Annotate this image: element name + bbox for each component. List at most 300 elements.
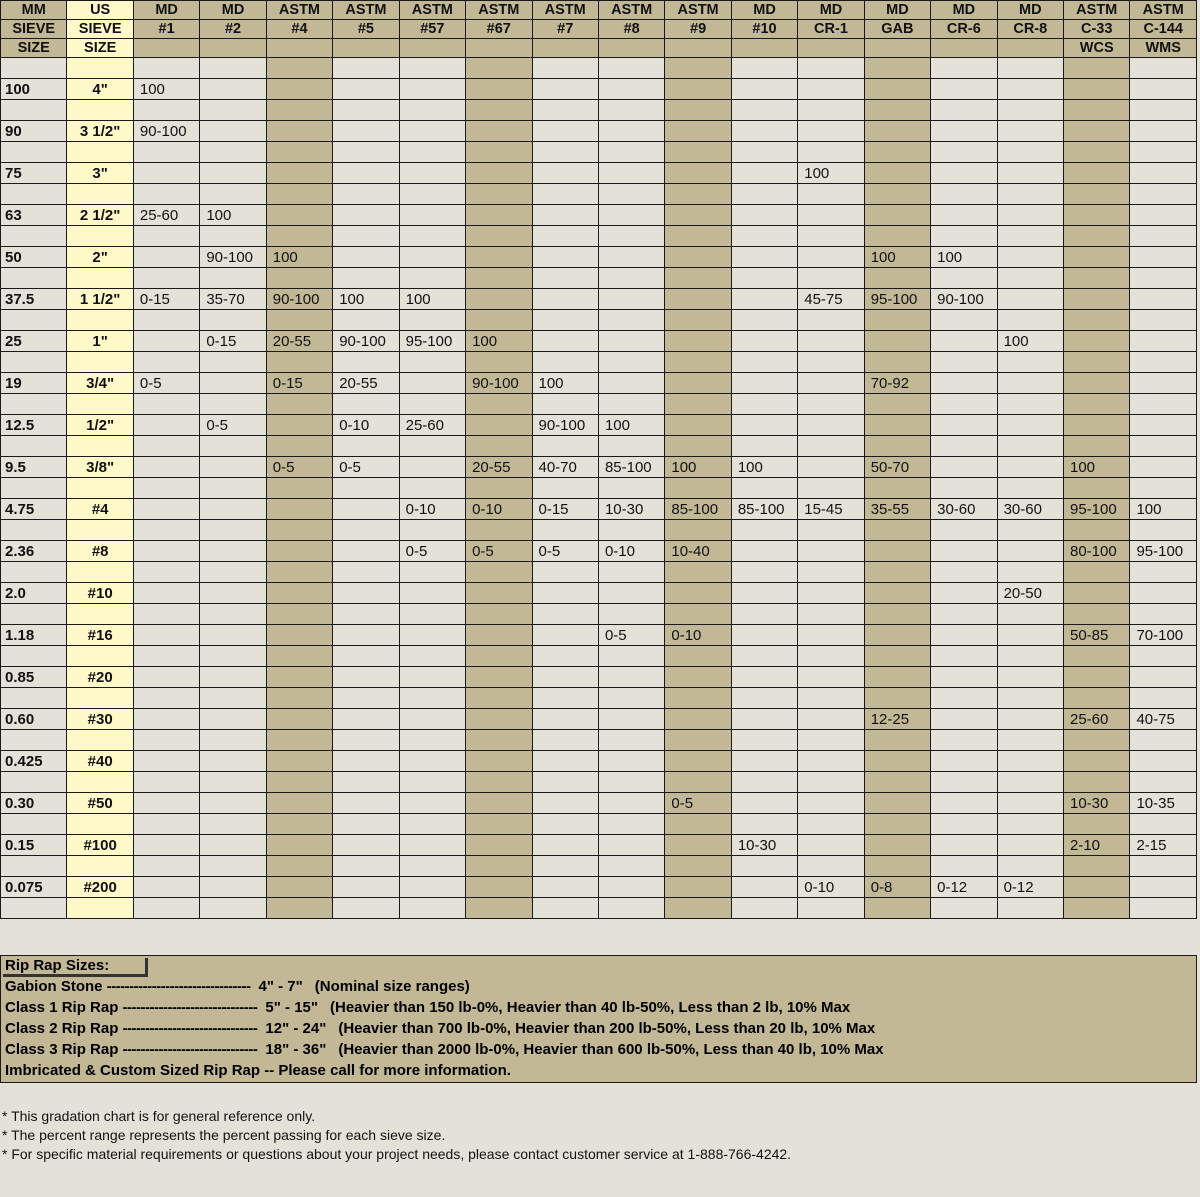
empty-cell bbox=[665, 688, 731, 709]
header-cell: ASTM bbox=[598, 1, 664, 20]
table-row bbox=[1, 583, 1197, 604]
percent-passing-cell bbox=[133, 667, 199, 688]
empty-cell bbox=[997, 856, 1063, 877]
percent-passing-cell: 25-60 bbox=[133, 205, 199, 226]
empty-cell bbox=[399, 772, 465, 793]
rip-rap-dash-leader: ------------------------------ bbox=[122, 1041, 258, 1058]
percent-passing-cell bbox=[466, 247, 532, 268]
empty-cell bbox=[200, 310, 266, 331]
percent-passing-cell: 0-15 bbox=[133, 289, 199, 310]
empty-cell bbox=[133, 352, 199, 373]
header-cell bbox=[931, 39, 997, 58]
empty-cell bbox=[200, 142, 266, 163]
percent-passing-cell: 25-60 bbox=[399, 415, 465, 436]
percent-passing-cell bbox=[200, 793, 266, 814]
spacer-row bbox=[1, 898, 1197, 919]
empty-cell bbox=[133, 520, 199, 541]
header-cell: SIZE bbox=[67, 39, 133, 58]
empty-cell bbox=[133, 100, 199, 121]
empty-cell bbox=[731, 478, 797, 499]
percent-passing-cell bbox=[133, 625, 199, 646]
empty-cell bbox=[67, 226, 133, 247]
empty-cell bbox=[997, 436, 1063, 457]
percent-passing-cell: 100 bbox=[333, 289, 399, 310]
empty-cell bbox=[266, 604, 332, 625]
spacer-row bbox=[1, 100, 1197, 121]
percent-passing-cell bbox=[133, 835, 199, 856]
empty-cell bbox=[798, 436, 864, 457]
percent-passing-cell bbox=[1064, 877, 1130, 898]
percent-passing-cell bbox=[598, 793, 664, 814]
percent-passing-cell bbox=[532, 583, 598, 604]
table-row bbox=[1, 373, 1197, 394]
percent-passing-cell bbox=[266, 121, 332, 142]
empty-cell bbox=[731, 58, 797, 79]
percent-passing-cell: 100 bbox=[266, 247, 332, 268]
empty-cell bbox=[133, 58, 199, 79]
us-sieve-size: 2 1/2" bbox=[67, 205, 133, 226]
header-cell: US bbox=[67, 1, 133, 20]
empty-cell bbox=[67, 100, 133, 121]
empty-cell bbox=[731, 352, 797, 373]
empty-cell bbox=[665, 520, 731, 541]
empty-cell bbox=[1064, 520, 1130, 541]
percent-passing-cell bbox=[798, 793, 864, 814]
percent-passing-cell: 20-55 bbox=[466, 457, 532, 478]
header-cell: ASTM bbox=[1064, 1, 1130, 20]
rip-rap-dash-leader: -------------------------------- bbox=[106, 978, 251, 995]
empty-cell bbox=[399, 310, 465, 331]
percent-passing-cell bbox=[864, 415, 930, 436]
header-cell bbox=[864, 39, 930, 58]
percent-passing-cell: 35-55 bbox=[864, 499, 930, 520]
percent-passing-cell bbox=[931, 541, 997, 562]
percent-passing-cell bbox=[864, 625, 930, 646]
empty-cell bbox=[266, 856, 332, 877]
percent-passing-cell bbox=[532, 331, 598, 352]
empty-cell bbox=[200, 688, 266, 709]
percent-passing-cell: 0-5 bbox=[200, 415, 266, 436]
header-cell: #67 bbox=[466, 20, 532, 39]
empty-cell bbox=[598, 478, 664, 499]
mm-sieve-size: 0.15 bbox=[1, 835, 67, 856]
empty-cell bbox=[1064, 898, 1130, 919]
percent-passing-cell bbox=[864, 667, 930, 688]
percent-passing-cell bbox=[665, 373, 731, 394]
empty-cell bbox=[399, 856, 465, 877]
percent-passing-cell bbox=[466, 415, 532, 436]
empty-cell bbox=[731, 856, 797, 877]
empty-cell bbox=[67, 478, 133, 499]
table-row bbox=[1, 121, 1197, 142]
empty-cell bbox=[67, 562, 133, 583]
header-cell bbox=[798, 39, 864, 58]
header-cell: MD bbox=[200, 1, 266, 20]
empty-cell bbox=[67, 898, 133, 919]
empty-cell bbox=[864, 310, 930, 331]
percent-passing-cell bbox=[598, 331, 664, 352]
empty-cell bbox=[1, 436, 67, 457]
percent-passing-cell bbox=[598, 835, 664, 856]
table-row bbox=[1, 667, 1197, 688]
spacer-row bbox=[1, 352, 1197, 373]
table-row bbox=[1, 247, 1197, 268]
empty-cell bbox=[1130, 352, 1197, 373]
percent-passing-cell bbox=[532, 79, 598, 100]
header-cell: ASTM bbox=[466, 1, 532, 20]
percent-passing-cell bbox=[997, 289, 1063, 310]
header-cell: ASTM bbox=[266, 1, 332, 20]
empty-cell bbox=[598, 562, 664, 583]
empty-cell bbox=[1, 646, 67, 667]
spacer-row bbox=[1, 436, 1197, 457]
percent-passing-cell bbox=[1130, 121, 1197, 142]
spacer-row bbox=[1, 394, 1197, 415]
percent-passing-cell bbox=[665, 583, 731, 604]
empty-cell bbox=[1, 478, 67, 499]
percent-passing-cell bbox=[931, 835, 997, 856]
percent-passing-cell bbox=[399, 205, 465, 226]
empty-cell bbox=[1, 352, 67, 373]
percent-passing-cell bbox=[798, 625, 864, 646]
empty-cell bbox=[466, 268, 532, 289]
percent-passing-cell bbox=[200, 457, 266, 478]
percent-passing-cell bbox=[1064, 415, 1130, 436]
rip-rap-class-name: Class 2 Rip Rap bbox=[5, 1020, 123, 1037]
percent-passing-cell bbox=[731, 583, 797, 604]
empty-cell bbox=[997, 268, 1063, 289]
empty-cell bbox=[200, 814, 266, 835]
percent-passing-cell bbox=[200, 373, 266, 394]
empty-cell bbox=[798, 478, 864, 499]
percent-passing-cell bbox=[532, 709, 598, 730]
percent-passing-cell bbox=[798, 331, 864, 352]
us-sieve-size: #16 bbox=[67, 625, 133, 646]
empty-cell bbox=[1130, 184, 1197, 205]
percent-passing-cell bbox=[1130, 373, 1197, 394]
empty-cell bbox=[864, 394, 930, 415]
empty-cell bbox=[1064, 856, 1130, 877]
spacer-row bbox=[1, 688, 1197, 709]
empty-cell bbox=[1130, 688, 1197, 709]
percent-passing-cell bbox=[266, 499, 332, 520]
percent-passing-cell bbox=[598, 289, 664, 310]
percent-passing-cell bbox=[466, 205, 532, 226]
empty-cell bbox=[1, 688, 67, 709]
percent-passing-cell: 20-50 bbox=[997, 583, 1063, 604]
empty-cell bbox=[133, 898, 199, 919]
percent-passing-cell bbox=[931, 793, 997, 814]
us-sieve-size: 3/4" bbox=[67, 373, 133, 394]
percent-passing-cell: 0-10 bbox=[466, 499, 532, 520]
percent-passing-cell bbox=[665, 877, 731, 898]
empty-cell bbox=[798, 562, 864, 583]
empty-cell bbox=[1, 100, 67, 121]
percent-passing-cell bbox=[598, 667, 664, 688]
percent-passing-cell: 100 bbox=[665, 457, 731, 478]
percent-passing-cell bbox=[731, 121, 797, 142]
percent-passing-cell bbox=[598, 373, 664, 394]
percent-passing-cell bbox=[532, 247, 598, 268]
empty-cell bbox=[133, 730, 199, 751]
empty-cell bbox=[598, 646, 664, 667]
percent-passing-cell bbox=[798, 121, 864, 142]
percent-passing-cell bbox=[532, 751, 598, 772]
empty-cell bbox=[67, 646, 133, 667]
percent-passing-cell: 85-100 bbox=[665, 499, 731, 520]
percent-passing-cell bbox=[532, 835, 598, 856]
empty-cell bbox=[133, 142, 199, 163]
percent-passing-cell bbox=[864, 835, 930, 856]
us-sieve-size: #8 bbox=[67, 541, 133, 562]
percent-passing-cell: 90-100 bbox=[266, 289, 332, 310]
percent-passing-cell: 100 bbox=[466, 331, 532, 352]
empty-cell bbox=[1, 772, 67, 793]
empty-cell bbox=[798, 268, 864, 289]
percent-passing-cell: 0-15 bbox=[266, 373, 332, 394]
empty-cell bbox=[798, 184, 864, 205]
header-cell bbox=[665, 39, 731, 58]
table-row bbox=[1, 793, 1197, 814]
empty-cell bbox=[997, 520, 1063, 541]
percent-passing-cell bbox=[997, 247, 1063, 268]
percent-passing-cell bbox=[266, 625, 332, 646]
empty-cell bbox=[997, 730, 1063, 751]
percent-passing-cell bbox=[864, 163, 930, 184]
percent-passing-cell bbox=[200, 163, 266, 184]
empty-cell bbox=[133, 646, 199, 667]
empty-cell bbox=[931, 646, 997, 667]
empty-cell bbox=[399, 688, 465, 709]
percent-passing-cell bbox=[731, 541, 797, 562]
percent-passing-cell: 25-60 bbox=[1064, 709, 1130, 730]
empty-cell bbox=[1130, 730, 1197, 751]
empty-cell bbox=[798, 226, 864, 247]
percent-passing-cell bbox=[665, 415, 731, 436]
percent-passing-cell bbox=[731, 793, 797, 814]
rip-rap-footer: Imbricated & Custom Sized Rip Rap -- Please call for more information. bbox=[5, 1062, 511, 1079]
empty-cell bbox=[466, 520, 532, 541]
empty-cell bbox=[133, 478, 199, 499]
percent-passing-cell: 90-100 bbox=[333, 331, 399, 352]
percent-passing-cell: 0-5 bbox=[466, 541, 532, 562]
rip-rap-class-name: Class 1 Rip Rap bbox=[5, 999, 123, 1016]
empty-cell bbox=[67, 142, 133, 163]
empty-cell bbox=[997, 562, 1063, 583]
empty-cell bbox=[1, 58, 67, 79]
percent-passing-cell bbox=[931, 625, 997, 646]
empty-cell bbox=[1130, 646, 1197, 667]
empty-cell bbox=[931, 436, 997, 457]
mm-sieve-size: 100 bbox=[1, 79, 67, 100]
percent-passing-cell bbox=[1064, 289, 1130, 310]
empty-cell bbox=[67, 58, 133, 79]
percent-passing-cell bbox=[333, 709, 399, 730]
empty-cell bbox=[1, 310, 67, 331]
percent-passing-cell bbox=[133, 247, 199, 268]
empty-cell bbox=[333, 184, 399, 205]
percent-passing-cell bbox=[798, 835, 864, 856]
percent-passing-cell: 0-5 bbox=[266, 457, 332, 478]
percent-passing-cell bbox=[399, 583, 465, 604]
empty-cell bbox=[931, 394, 997, 415]
percent-passing-cell bbox=[333, 583, 399, 604]
percent-passing-cell bbox=[931, 121, 997, 142]
percent-passing-cell bbox=[997, 79, 1063, 100]
percent-passing-cell bbox=[532, 163, 598, 184]
percent-passing-cell bbox=[466, 877, 532, 898]
percent-passing-cell bbox=[731, 877, 797, 898]
percent-passing-cell: 90-100 bbox=[133, 121, 199, 142]
empty-cell bbox=[864, 898, 930, 919]
empty-cell bbox=[266, 184, 332, 205]
header-row bbox=[1, 1, 1197, 20]
empty-cell bbox=[1, 226, 67, 247]
percent-passing-cell bbox=[598, 205, 664, 226]
empty-cell bbox=[67, 604, 133, 625]
empty-cell bbox=[1064, 436, 1130, 457]
empty-cell bbox=[598, 310, 664, 331]
empty-cell bbox=[1, 184, 67, 205]
empty-cell bbox=[864, 226, 930, 247]
empty-cell bbox=[598, 268, 664, 289]
percent-passing-cell bbox=[466, 289, 532, 310]
empty-cell bbox=[266, 58, 332, 79]
percent-passing-cell bbox=[731, 163, 797, 184]
header-cell bbox=[997, 39, 1063, 58]
percent-passing-cell: 0-10 bbox=[798, 877, 864, 898]
us-sieve-size: 3" bbox=[67, 163, 133, 184]
spacer-row bbox=[1, 520, 1197, 541]
empty-cell bbox=[200, 268, 266, 289]
percent-passing-cell bbox=[864, 793, 930, 814]
empty-cell bbox=[1, 520, 67, 541]
empty-cell bbox=[133, 688, 199, 709]
empty-cell bbox=[864, 688, 930, 709]
percent-passing-cell: 100 bbox=[399, 289, 465, 310]
empty-cell bbox=[997, 58, 1063, 79]
header-cell: WMS bbox=[1130, 39, 1197, 58]
empty-cell bbox=[997, 898, 1063, 919]
percent-passing-cell bbox=[798, 79, 864, 100]
empty-cell bbox=[598, 184, 664, 205]
empty-cell bbox=[333, 646, 399, 667]
mm-sieve-size: 4.75 bbox=[1, 499, 67, 520]
table-row bbox=[1, 205, 1197, 226]
percent-passing-cell bbox=[266, 877, 332, 898]
empty-cell bbox=[67, 772, 133, 793]
empty-cell bbox=[133, 772, 199, 793]
empty-cell bbox=[399, 58, 465, 79]
empty-cell bbox=[731, 226, 797, 247]
percent-passing-cell bbox=[133, 793, 199, 814]
rip-rap-sizes-panel bbox=[0, 955, 1197, 1083]
header-cell: CR-6 bbox=[931, 20, 997, 39]
footnotes bbox=[2, 1107, 791, 1164]
percent-passing-cell bbox=[399, 373, 465, 394]
empty-cell bbox=[266, 142, 332, 163]
empty-cell bbox=[731, 394, 797, 415]
empty-cell bbox=[333, 352, 399, 373]
percent-passing-cell bbox=[266, 541, 332, 562]
percent-passing-cell: 100 bbox=[731, 457, 797, 478]
percent-passing-cell: 0-10 bbox=[665, 625, 731, 646]
percent-passing-cell bbox=[997, 373, 1063, 394]
percent-passing-cell: 95-100 bbox=[864, 289, 930, 310]
header-cell: MD bbox=[997, 1, 1063, 20]
percent-passing-cell bbox=[333, 667, 399, 688]
percent-passing-cell: 0-5 bbox=[399, 541, 465, 562]
percent-passing-cell: 100 bbox=[997, 331, 1063, 352]
percent-passing-cell: 100 bbox=[931, 247, 997, 268]
empty-cell bbox=[798, 814, 864, 835]
empty-cell bbox=[67, 310, 133, 331]
us-sieve-size: 4" bbox=[67, 79, 133, 100]
percent-passing-cell bbox=[798, 415, 864, 436]
empty-cell bbox=[665, 730, 731, 751]
table-row bbox=[1, 499, 1197, 520]
empty-cell bbox=[532, 352, 598, 373]
footnote: * The percent range represents the percent passing for each sieve size. bbox=[2, 1127, 446, 1143]
empty-cell bbox=[731, 184, 797, 205]
percent-passing-cell bbox=[466, 625, 532, 646]
empty-cell bbox=[532, 478, 598, 499]
percent-passing-cell: 12-25 bbox=[864, 709, 930, 730]
empty-cell bbox=[997, 814, 1063, 835]
empty-cell bbox=[200, 898, 266, 919]
percent-passing-cell bbox=[266, 793, 332, 814]
percent-passing-cell: 0-12 bbox=[931, 877, 997, 898]
percent-passing-cell bbox=[333, 499, 399, 520]
header-cell: MD bbox=[931, 1, 997, 20]
empty-cell bbox=[798, 100, 864, 121]
spacer-row bbox=[1, 772, 1197, 793]
empty-cell bbox=[1064, 688, 1130, 709]
percent-passing-cell bbox=[1064, 667, 1130, 688]
empty-cell bbox=[931, 520, 997, 541]
percent-passing-cell bbox=[1064, 583, 1130, 604]
empty-cell bbox=[1130, 310, 1197, 331]
percent-passing-cell: 35-70 bbox=[200, 289, 266, 310]
empty-cell bbox=[532, 436, 598, 457]
percent-passing-cell bbox=[864, 541, 930, 562]
empty-cell bbox=[333, 772, 399, 793]
empty-cell bbox=[665, 856, 731, 877]
empty-cell bbox=[1130, 520, 1197, 541]
empty-cell bbox=[864, 352, 930, 373]
empty-cell bbox=[598, 58, 664, 79]
empty-cell bbox=[931, 478, 997, 499]
empty-cell bbox=[598, 100, 664, 121]
rip-rap-dash-leader: ------------------------------ bbox=[122, 999, 258, 1016]
empty-cell bbox=[1, 898, 67, 919]
percent-passing-cell bbox=[731, 79, 797, 100]
empty-cell bbox=[731, 520, 797, 541]
us-sieve-size: #20 bbox=[67, 667, 133, 688]
mm-sieve-size: 9.5 bbox=[1, 457, 67, 478]
empty-cell bbox=[1, 142, 67, 163]
empty-cell bbox=[1064, 100, 1130, 121]
empty-cell bbox=[67, 730, 133, 751]
empty-cell bbox=[266, 730, 332, 751]
percent-passing-cell bbox=[200, 709, 266, 730]
empty-cell bbox=[1064, 478, 1130, 499]
empty-cell bbox=[798, 730, 864, 751]
empty-cell bbox=[266, 436, 332, 457]
percent-passing-cell: 0-5 bbox=[333, 457, 399, 478]
empty-cell bbox=[466, 58, 532, 79]
header-cell: ASTM bbox=[532, 1, 598, 20]
